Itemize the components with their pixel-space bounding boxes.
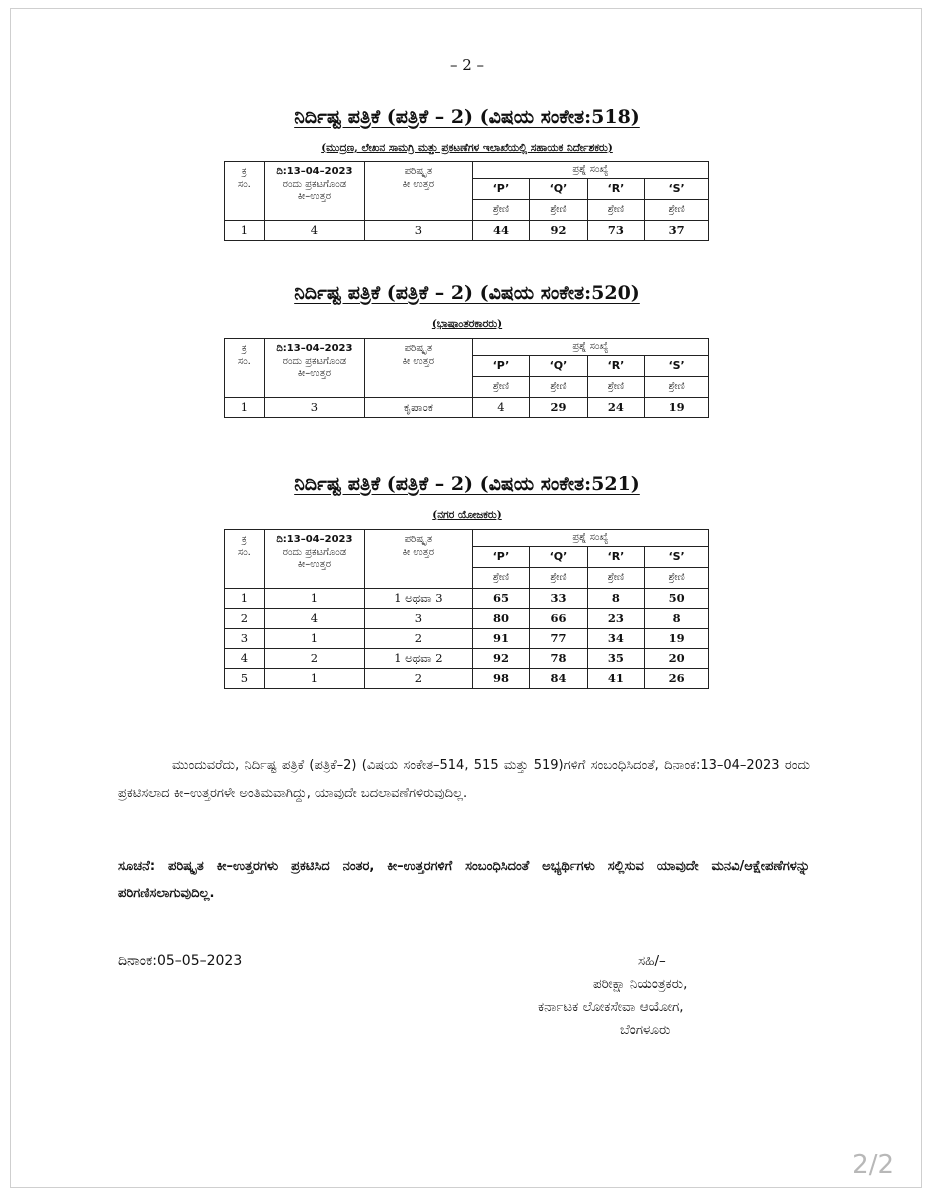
cell-series-p: 44 — [472, 221, 529, 241]
cell-series-p: 92 — [472, 649, 529, 669]
section-title-518: ನಿರ್ದಿಷ್ಟ ಪತ್ರಿಕೆ (ಪತ್ರಿಕೆ – 2) (ವಿಷಯ ಸಂಕೇತ:518) — [294, 106, 640, 128]
col-header-published — [264, 339, 364, 398]
signatory-city: ಬೆಂಗಳೂರು — [620, 1022, 671, 1038]
cell-serial: 5 — [225, 669, 265, 689]
series-p-word: ಶ್ರೇಣಿ — [472, 568, 529, 589]
published-header-line3: ಕೀ–ಉತ್ತರ — [297, 559, 332, 570]
published-header-line1: ದಿ:13–04–2023 — [276, 534, 353, 545]
cell-series-q: 92 — [530, 221, 587, 241]
cell-series-r: 24 — [587, 398, 644, 418]
cell-published-key: 4 — [264, 221, 364, 241]
serial-header-line1: ಕ್ರ — [241, 166, 247, 177]
series-p-word: ಶ್ರೇಣಿ — [472, 377, 529, 398]
cell-series-p: 4 — [472, 398, 529, 418]
signatory-office: ಕರ್ನಾಟಕ ಲೋಕಸೇವಾ ಆಯೋಗ, — [538, 999, 684, 1015]
section-subtitle-518: (ಮುದ್ರಣ, ಲೇಖನ ಸಾಮಗ್ರಿ ಮತ್ತು ಪ್ರಕಟಣೆಗಳ ಇಲಾಖೆಯಲ್ಲಿ ಸಹಾಯಕ ನಿರ್ದೇಶಕರು) — [321, 142, 613, 154]
table-row — [225, 589, 709, 609]
revised-header-line1: ಪರಿಷ್ಕೃತ — [404, 534, 433, 545]
cell-series-q: 84 — [530, 669, 587, 689]
cell-revised-key: 2 — [365, 669, 473, 689]
col-header-revised — [365, 530, 473, 589]
cell-series-r: 35 — [587, 649, 644, 669]
cell-revised-key: 3 — [365, 221, 473, 241]
cell-published-key: 2 — [264, 649, 364, 669]
serial-header-line2: ಸಂ. — [237, 355, 251, 367]
col-header-revised — [365, 162, 473, 221]
page-counter: 2/2 — [852, 1150, 894, 1180]
section-subtitle-521: (ನಗರ ಯೋಜಕರು) — [432, 509, 502, 521]
cell-revised-key: 1 ಅಥವಾ 2 — [365, 649, 473, 669]
cell-series-r: 8 — [587, 589, 644, 609]
cell-series-q: 77 — [530, 629, 587, 649]
series-r-label: ‘R’ — [587, 356, 644, 377]
series-s-word: ಶ್ರೇಣಿ — [645, 568, 709, 589]
key-answer-table-518 — [224, 161, 709, 241]
series-r-word: ಶ್ರೇಣಿ — [587, 568, 644, 589]
series-r-word: ಶ್ರೇಣಿ — [587, 200, 644, 221]
cell-published-key: 1 — [264, 629, 364, 649]
cell-series-p: 98 — [472, 669, 529, 689]
cell-published-key: 1 — [264, 669, 364, 689]
series-q-word: ಶ್ರೇಣಿ — [530, 200, 587, 221]
revised-header-line2: ಕೀ ಉತ್ತರ — [402, 355, 435, 367]
table-row — [225, 609, 709, 629]
series-p-label: ‘P’ — [472, 547, 529, 568]
revised-header-line1: ಪರಿಷ್ಕೃತ — [404, 166, 433, 177]
cell-series-s: 8 — [645, 609, 709, 629]
cell-series-r: 73 — [587, 221, 644, 241]
col-header-question-number: ಪ್ರಶ್ನೆ ಸಂಖ್ಯೆ — [472, 162, 708, 179]
section-title-520: ನಿರ್ದಿಷ್ಟ ಪತ್ರಿಕೆ (ಪತ್ರಿಕೆ – 2) (ವಿಷಯ ಸಂಕೇತ:520) — [294, 282, 640, 304]
page-number: – 2 – — [449, 56, 485, 74]
cell-series-s: 50 — [645, 589, 709, 609]
cell-series-s: 20 — [645, 649, 709, 669]
cell-series-s: 19 — [645, 398, 709, 418]
col-header-published — [264, 530, 364, 589]
cell-series-s: 19 — [645, 629, 709, 649]
table-row — [225, 221, 709, 241]
key-answer-table-520 — [224, 338, 709, 418]
series-r-label: ‘R’ — [587, 179, 644, 200]
series-s-label: ‘S’ — [645, 179, 709, 200]
cell-series-p: 80 — [472, 609, 529, 629]
cell-series-q: 29 — [530, 398, 587, 418]
series-q-label: ‘Q’ — [530, 356, 587, 377]
series-r-word: ಶ್ರೇಣಿ — [587, 377, 644, 398]
revised-header-line2: ಕೀ ಉತ್ತರ — [402, 178, 435, 190]
col-header-question-number: ಪ್ರಶ್ನೆ ಸಂಖ್ಯೆ — [472, 530, 708, 547]
cell-series-q: 78 — [530, 649, 587, 669]
serial-header-line2: ಸಂ. — [237, 178, 251, 190]
cell-series-r: 41 — [587, 669, 644, 689]
series-r-label: ‘R’ — [587, 547, 644, 568]
cell-series-q: 33 — [530, 589, 587, 609]
series-q-label: ‘Q’ — [530, 179, 587, 200]
cell-serial: 1 — [225, 589, 265, 609]
published-header-line1: ದಿ:13–04–2023 — [276, 343, 353, 354]
series-p-label: ‘P’ — [472, 356, 529, 377]
table-row — [225, 398, 709, 418]
section-subtitle-520: (ಭಾಷಾಂತರಕಾರರು) — [431, 318, 503, 330]
cell-series-p: 65 — [472, 589, 529, 609]
cell-serial: 4 — [225, 649, 265, 669]
cell-series-s: 37 — [645, 221, 709, 241]
cell-serial: 2 — [225, 609, 265, 629]
serial-header-line1: ಕ್ರ — [241, 343, 247, 354]
series-s-label: ‘S’ — [645, 356, 709, 377]
cell-serial: 1 — [225, 398, 265, 418]
cell-series-p: 91 — [472, 629, 529, 649]
published-header-line2: ರಂದು ಪ್ರಕಟಗೊಂಡ — [282, 178, 347, 190]
table-row — [225, 669, 709, 689]
cell-serial: 3 — [225, 629, 265, 649]
revised-header-line1: ಪರಿಷ್ಕೃತ — [404, 343, 433, 354]
issue-date: ದಿನಾಂಕ:05–05–2023 — [118, 953, 243, 969]
body-paragraph: ಮುಂದುವರೆದು, ನಿರ್ದಿಷ್ಟ ಪತ್ರಿಕೆ (ಪತ್ರಿಕೆ–2) (ವಿಷಯ ಸಂಕೇತ–514, 515 ಮತ್ತು 519)ಗಳಿಗೆ ಸಂಬಂಧಿಸಿದಂತೆ, ದಿನಾಂಕ:13–04–2023 ರಂದು ಪ್ರಕಟಿಸಲಾದ ಕೀ–ಉತ್ತರಗಳೇ ಅಂತಿಮವಾಗಿದ್ದು, ಯಾವುದೇ ಬದಲಾವಣೆಗಳಿರುವುದಿಲ್ಲ. — [118, 758, 810, 801]
series-q-label: ‘Q’ — [530, 547, 587, 568]
cell-revised-key: 1 ಅಥವಾ 3 — [365, 589, 473, 609]
published-header-line1: ದಿ:13–04–2023 — [276, 166, 353, 177]
key-answer-table-521 — [224, 529, 709, 689]
published-header-line3: ಕೀ–ಉತ್ತರ — [297, 368, 332, 379]
series-q-word: ಶ್ರೇಣಿ — [530, 377, 587, 398]
cell-series-r: 23 — [587, 609, 644, 629]
cell-revised-key: 3 — [365, 609, 473, 629]
cell-published-key: 4 — [264, 609, 364, 629]
published-header-line2: ರಂದು ಪ್ರಕಟಗೊಂಡ — [282, 355, 347, 367]
cell-series-q: 66 — [530, 609, 587, 629]
cell-series-r: 34 — [587, 629, 644, 649]
cell-serial: 1 — [225, 221, 265, 241]
cell-published-key: 1 — [264, 589, 364, 609]
col-header-serial — [225, 339, 265, 398]
serial-header-line2: ಸಂ. — [237, 546, 251, 558]
table-row — [225, 649, 709, 669]
series-p-label: ‘P’ — [472, 179, 529, 200]
signatory-designation: ಪರೀಕ್ಷಾ ನಿಯಂತ್ರಕರು, — [593, 976, 688, 992]
cell-revised-key: ಕೃಪಾಂಕ — [365, 398, 473, 418]
series-s-word: ಶ್ರೇಣಿ — [645, 377, 709, 398]
cell-series-s: 26 — [645, 669, 709, 689]
section-title-521: ನಿರ್ದಿಷ್ಟ ಪತ್ರಿಕೆ (ಪತ್ರಿಕೆ – 2) (ವಿಷಯ ಸಂಕೇತ:521) — [294, 473, 640, 495]
revised-header-line2: ಕೀ ಉತ್ತರ — [402, 546, 435, 558]
cell-revised-key: 2 — [365, 629, 473, 649]
col-header-serial — [225, 530, 265, 589]
signature-mark: ಸಹಿ/– — [638, 953, 666, 969]
col-header-question-number: ಪ್ರಶ್ನೆ ಸಂಖ್ಯೆ — [472, 339, 708, 356]
col-header-published — [264, 162, 364, 221]
col-header-revised — [365, 339, 473, 398]
published-header-line3: ಕೀ–ಉತ್ತರ — [297, 191, 332, 202]
cell-published-key: 3 — [264, 398, 364, 418]
published-header-line2: ರಂದು ಪ್ರಕಟಗೊಂಡ — [282, 546, 347, 558]
col-header-serial — [225, 162, 265, 221]
series-s-label: ‘S’ — [645, 547, 709, 568]
table-row — [225, 629, 709, 649]
note-paragraph: ಸೂಚನೆ: ಪರಿಷ್ಕೃತ ಕೀ–ಉತ್ತರಗಳು ಪ್ರಕಟಿಸಿದ ನಂತರ, ಕೀ–ಉತ್ತರಗಳಿಗೆ ಸಂಬಂಧಿಸಿದಂತೆ ಅಭ್ಯರ್ಥಿಗಳು ಸಲ್ಲಿಸುವ ಯಾವುದೇ ಮನವಿ/ಆಕ್ಷೇಪಣೆಗಳನ್ನು ಪರಿಗಣಿಸಲಾಗುವುದಿಲ್ಲ. — [118, 859, 810, 901]
series-p-word: ಶ್ರೇಣಿ — [472, 200, 529, 221]
serial-header-line1: ಕ್ರ — [241, 534, 247, 545]
series-q-word: ಶ್ರೇಣಿ — [530, 568, 587, 589]
series-s-word: ಶ್ರೇಣಿ — [645, 200, 709, 221]
